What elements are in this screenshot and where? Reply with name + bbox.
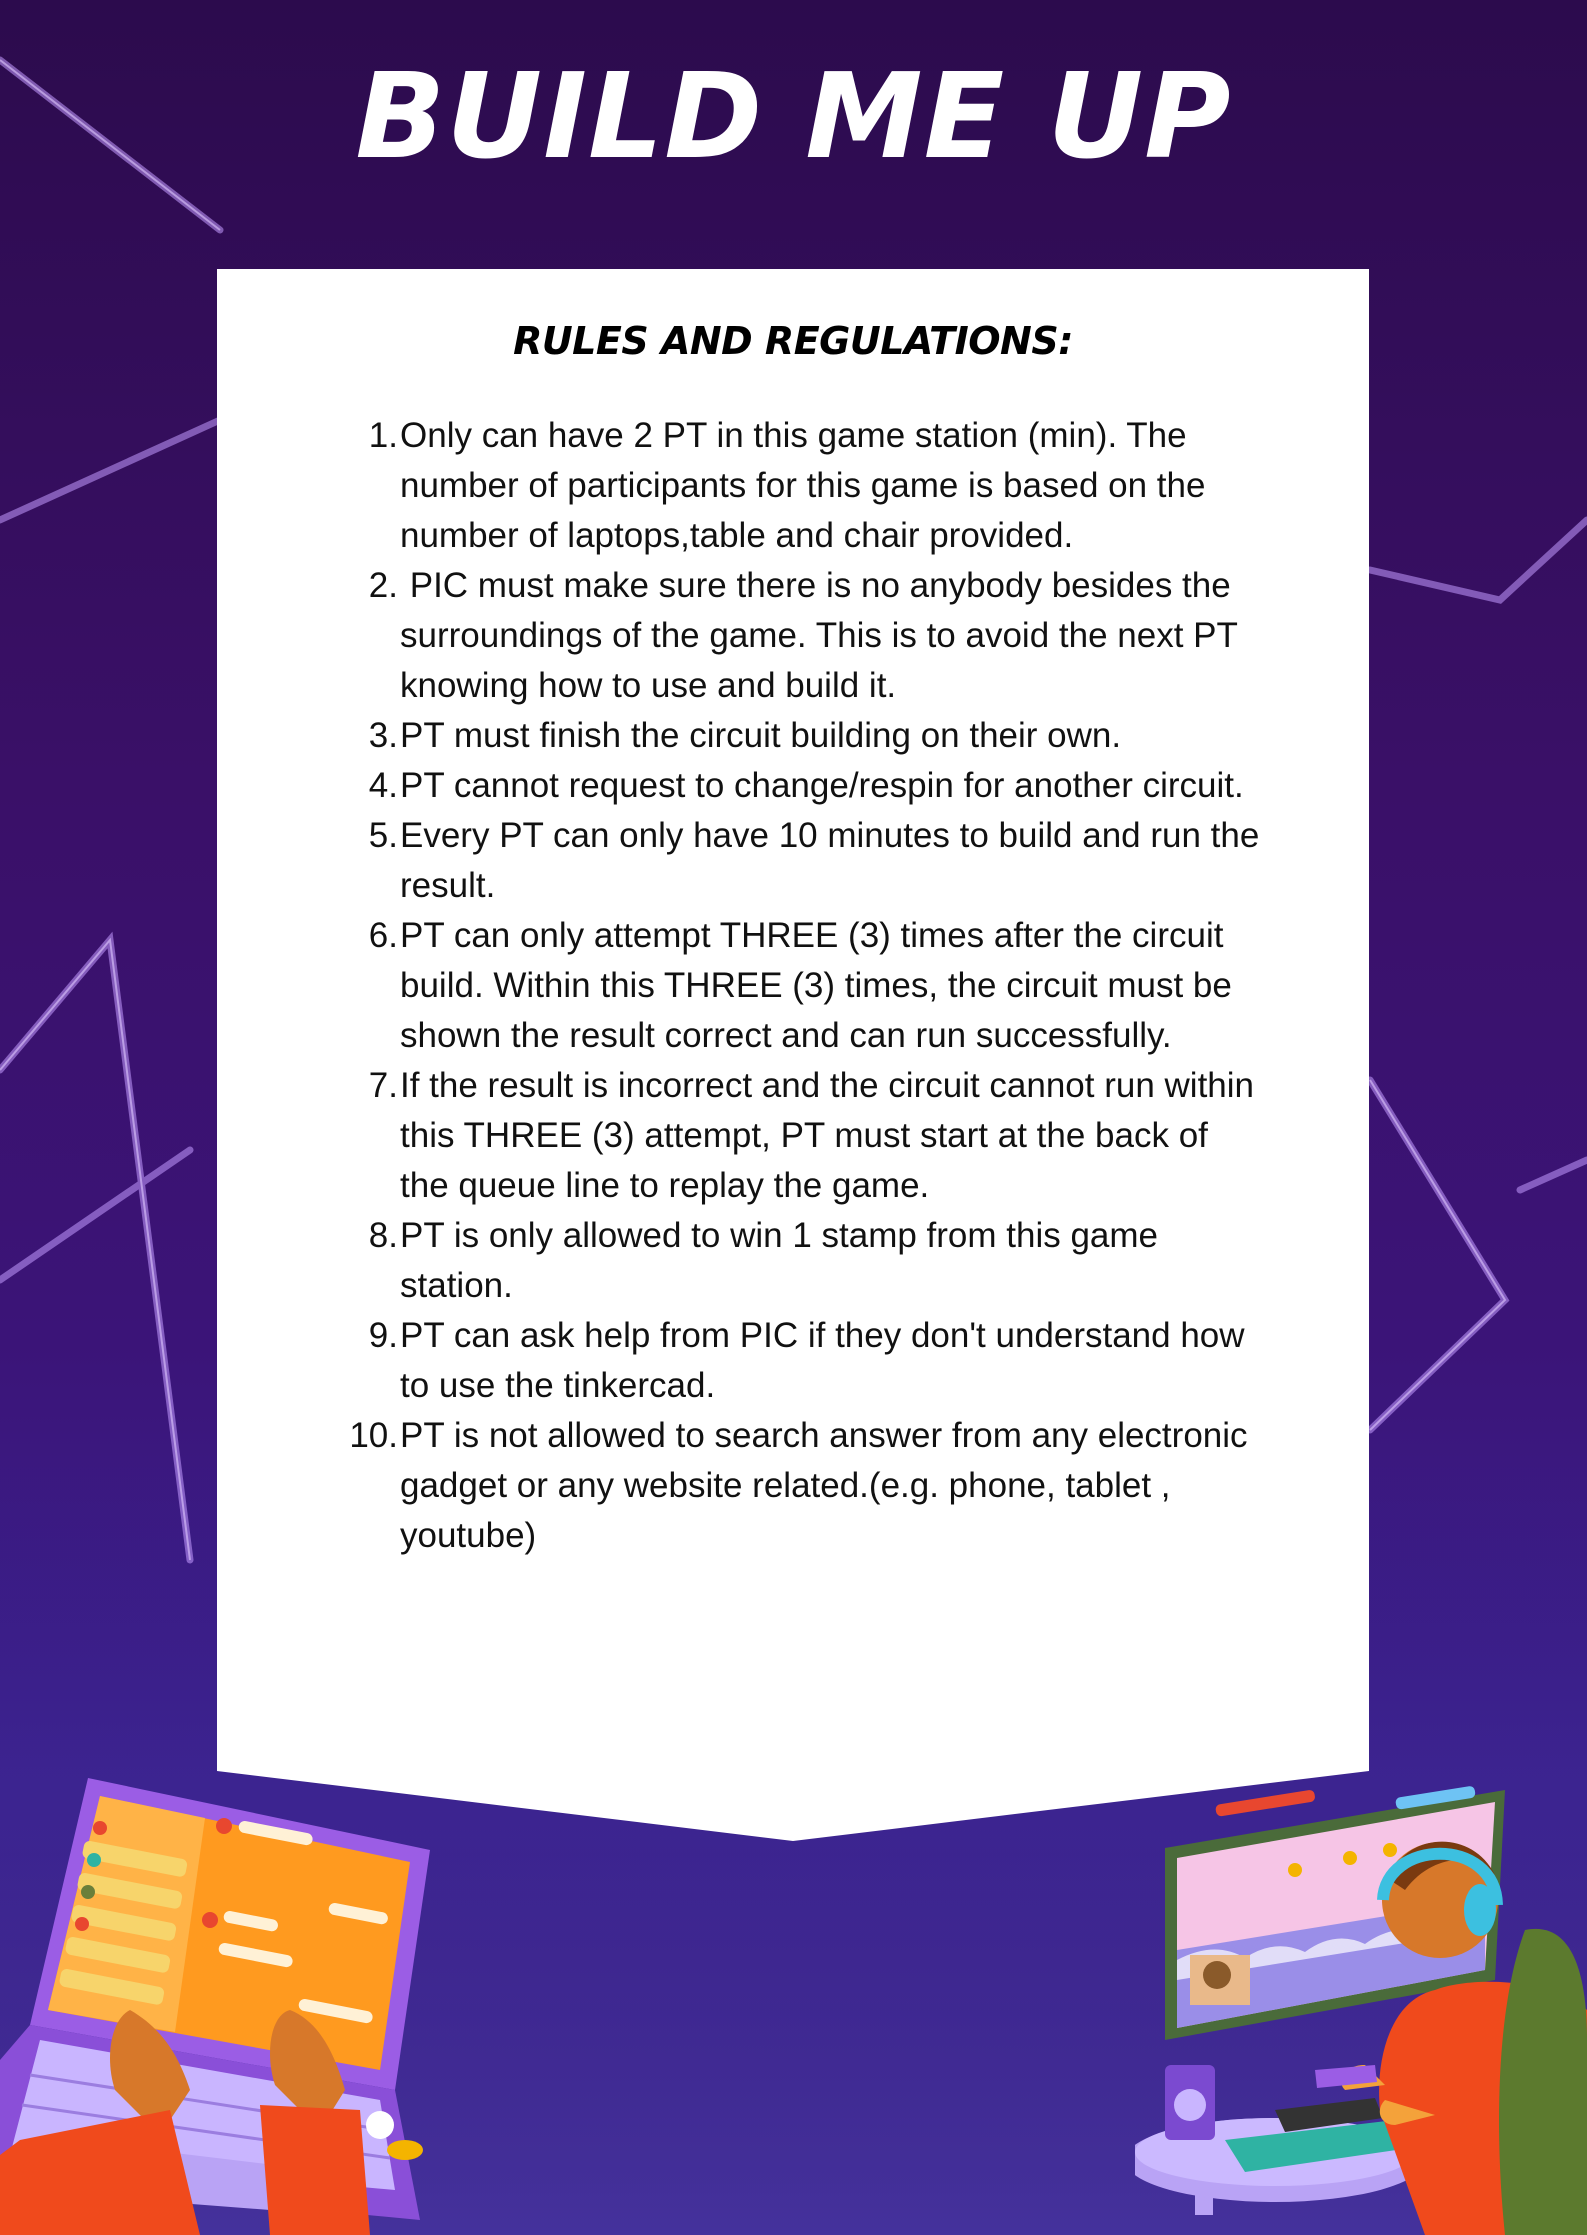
rule-number: 2. <box>368 566 398 605</box>
rule-text: PT can only attempt THREE (3) times after the circuit build. Within this THREE (3) times, the circuit must be shown the result correct and can run successfully. <box>400 916 1232 1055</box>
rules-list <box>217 411 1369 1561</box>
gamer-at-desktop-illustration <box>1135 1780 1587 2235</box>
rule-item-10 <box>217 1411 1369 1561</box>
rule-number: 6. <box>368 916 398 955</box>
rule-number: 1. <box>368 416 398 455</box>
rule-number: 8. <box>368 1216 398 1255</box>
rule-text: If the result is incorrect and the circuit cannot run within this THREE (3) attempt, PT must start at the back of the queue line to replay the game. <box>400 1066 1255 1205</box>
rule-number: 4. <box>368 766 398 805</box>
rule-item-9 <box>217 1311 1369 1411</box>
rules-content <box>217 269 1369 1561</box>
rule-text: PIC must make sure there is no anybody besides the surroundings of the game. This is to avoid the next PT knowing how to use and build it. <box>400 566 1247 705</box>
rules-heading: RULES AND REGULATIONS: <box>513 319 1073 363</box>
laptop-hands-illustration <box>0 1760 450 2235</box>
rule-text: Every PT can only have 10 minutes to build and run the result. <box>400 816 1260 905</box>
rule-number: 7. <box>368 1066 398 1105</box>
rule-item-2 <box>217 561 1369 711</box>
rule-item-1 <box>217 411 1369 561</box>
rule-item-3 <box>217 711 1369 761</box>
rule-number: 3. <box>368 716 398 755</box>
rule-item-5 <box>217 811 1369 911</box>
rule-text: PT is not allowed to search answer from any electronic gadget or any website related.(e.g. phone, tablet , youtube) <box>400 1416 1248 1555</box>
rule-text: Only can have 2 PT in this game station (min). The number of participants for this game is based on the number of laptops,table and chair provided. <box>400 416 1216 555</box>
rule-item-7 <box>217 1061 1369 1211</box>
rule-number: 5. <box>368 816 398 855</box>
rule-number: 10. <box>349 1416 398 1455</box>
rule-text: PT can ask help from PIC if they don't understand how to use the tinkercad. <box>400 1316 1245 1405</box>
rule-text: PT must finish the circuit building on their own. <box>400 716 1122 755</box>
rule-item-8 <box>217 1211 1369 1311</box>
rule-number: 9. <box>368 1316 398 1355</box>
rule-text: PT is only allowed to win 1 stamp from this game station. <box>400 1216 1159 1305</box>
rule-text: PT cannot request to change/respin for another circuit. <box>400 766 1244 805</box>
poster-title: BUILD ME UP <box>355 47 1232 185</box>
rule-item-6 <box>217 911 1369 1061</box>
rule-item-4 <box>217 761 1369 811</box>
